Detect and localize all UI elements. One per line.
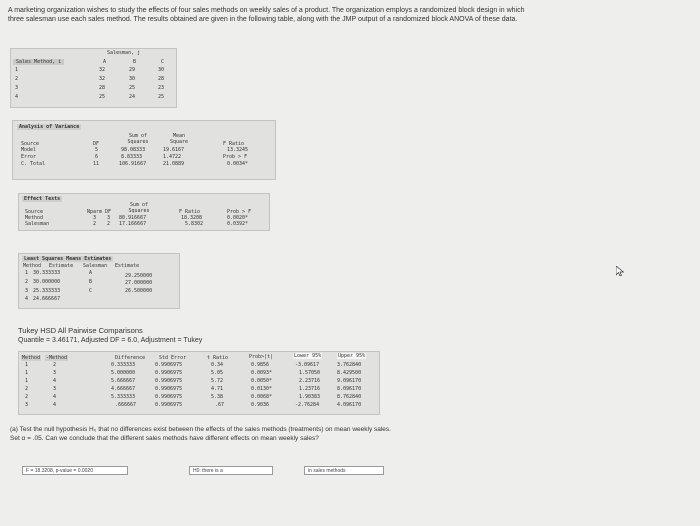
tukey-b: 4 — [53, 402, 57, 408]
lsm-method: 1 — [25, 270, 29, 276]
tukey-t: 4.71 — [211, 386, 224, 392]
tukey-b: 3 — [53, 386, 57, 392]
anova-source: Model — [21, 147, 37, 153]
effects-df: 3 — [107, 215, 111, 221]
tukey-p: 0.0068* — [251, 394, 273, 400]
lsm-salesman-est: 29.250000 — [125, 273, 153, 279]
cell-value: 32 — [99, 67, 106, 73]
tukey-t: 5.05 — [211, 370, 224, 376]
tukey-t: .67 — [215, 402, 225, 408]
answer-box-test-statistic[interactable]: F = 18.3208, p-value = 0.0020 — [22, 466, 128, 475]
lsm-method-est: 30.333333 — [33, 270, 61, 276]
anova-ss: 98.08333 — [121, 147, 146, 153]
tukey-heading — [18, 326, 202, 346]
tukey-header-upper: Upper 95% — [338, 353, 366, 359]
lsm-salesman: C — [89, 288, 93, 294]
cell-value: 32 — [99, 76, 106, 82]
method-header: Sales Method, i — [13, 59, 64, 65]
anova-header-ss: Sum of Squares — [127, 133, 149, 145]
tukey-se: 0.9906975 — [155, 378, 183, 384]
anova-f-ratio: 13.3245 — [227, 147, 249, 153]
tukey-lower: -2.76284 — [295, 402, 320, 408]
tukey-diff: 5.000000 — [111, 370, 136, 376]
effects-title: Effect Tests — [24, 196, 61, 202]
anova-header-ms: Mean Square — [169, 133, 189, 145]
effects-p: 0.0020* — [227, 215, 249, 221]
answer-box-conclusion[interactable]: in sales methods — [304, 466, 384, 475]
tukey-a: 2 — [25, 394, 29, 400]
lsm-salesman: A — [89, 270, 93, 276]
tukey-se: 0.9906975 — [155, 370, 183, 376]
anova-source: Error — [21, 154, 37, 160]
tukey-header-method: Method — [22, 355, 41, 361]
tukey-lower: 1.57050 — [299, 370, 321, 376]
tukey-title: Tukey HSD All Pairwise Comparisons — [18, 326, 143, 335]
lsm-method: 4 — [25, 296, 29, 302]
tukey-diff: 5.333333 — [111, 394, 136, 400]
lsm-header-salesman: Salesman — [83, 263, 108, 269]
anova-ss: 106.91667 — [119, 161, 147, 167]
tukey-a: 1 — [25, 370, 29, 376]
question-line-1: (a) Test the null hypothesis H₀ that no differences exist between the effects of the sales methods (treatments) on mean weekly sales. — [10, 426, 391, 433]
lsm-method-est: 25.333333 — [33, 288, 61, 294]
anova-header-df: DF — [93, 141, 100, 147]
effects-ss: 80.916667 — [119, 215, 147, 221]
effects-nparm: 3 — [93, 215, 97, 221]
effects-source: Salesman — [25, 221, 50, 227]
tukey-header-t: t Ratio — [207, 355, 229, 361]
tukey-lower: 1.23716 — [299, 386, 321, 392]
tukey-quantile: Quantile = 3.46171, Adjusted DF = 6.0, Adjustment = Tukey — [18, 337, 203, 344]
lsm-salesman: B — [89, 279, 93, 285]
tukey-panel — [18, 351, 380, 415]
lsm-method: 2 — [25, 279, 29, 285]
tukey-p: 0.0093* — [251, 370, 273, 376]
cell-value: 28 — [99, 85, 106, 91]
answer-box-hypothesis[interactable]: H0: there is a — [189, 466, 273, 475]
cell-value: 29 — [129, 67, 136, 73]
row-method: 4 — [15, 94, 19, 100]
tukey-a: 1 — [25, 362, 29, 368]
col-header-c: C — [161, 59, 165, 65]
ls-means-panel — [18, 253, 180, 309]
tukey-upper: 8.762840 — [337, 394, 362, 400]
tukey-a: 2 — [25, 386, 29, 392]
anova-ss: 8.83333 — [121, 154, 143, 160]
lsm-header-estimate: Estimate — [49, 263, 74, 269]
effects-header-ss: Sum of Squares — [128, 202, 150, 214]
cell-value: 25 — [158, 94, 165, 100]
effects-nparm: 2 — [93, 221, 97, 227]
effect-tests-panel — [18, 193, 270, 231]
tukey-header-difference: Difference — [115, 355, 146, 361]
tukey-t: 0.34 — [211, 362, 224, 368]
effects-source: Method — [25, 215, 44, 221]
data-table-panel — [10, 48, 177, 108]
col-header-a: A — [103, 59, 107, 65]
intro-text: A marketing organization wishes to study the effects of four sales methods on weekly sales of a product. The organization employs a randomized block design in which three salesman use each sales method. The results obtained are given in the following table, along with the JMP output of a randomized block ANOVA of these data. — [8, 7, 525, 23]
lsm-header-method: Method — [23, 263, 42, 269]
tukey-upper: 3.762840 — [337, 362, 362, 368]
tukey-a: 3 — [25, 402, 29, 408]
lsm-method-est: 24.666667 — [33, 296, 61, 302]
anova-panel — [12, 120, 276, 180]
anova-header-source: Source — [21, 141, 40, 147]
tukey-p: 0.0130* — [251, 386, 273, 392]
cell-value: 25 — [129, 85, 136, 91]
tukey-b: 2 — [53, 362, 57, 368]
effects-ss: 17.166667 — [119, 221, 147, 227]
salesman-header: Salesman, j — [107, 50, 141, 56]
tukey-lower: 1.90383 — [299, 394, 321, 400]
anova-df: 11 — [93, 161, 100, 167]
tukey-t: 5.38 — [211, 394, 224, 400]
cell-value: 30 — [129, 76, 136, 82]
tukey-header-stderr: Std Error — [159, 355, 187, 361]
tukey-se: 0.9906975 — [155, 402, 183, 408]
tukey-upper: 9.096170 — [337, 378, 362, 384]
tukey-diff: 0.333333 — [111, 362, 136, 368]
question-text — [10, 425, 550, 443]
tukey-p: 0.9856 — [251, 362, 270, 368]
tukey-header-p: Prob>|t| — [249, 354, 274, 360]
anova-df: 6 — [95, 154, 99, 160]
cell-value: 25 — [99, 94, 106, 100]
cell-value: 30 — [158, 67, 165, 73]
tukey-diff: 5.666667 — [111, 378, 136, 384]
row-method: 3 — [15, 85, 19, 91]
cell-value: 28 — [158, 76, 165, 82]
mouse-cursor-icon — [616, 266, 624, 276]
tukey-upper: 8.096170 — [337, 386, 362, 392]
anova-df: 5 — [95, 147, 99, 153]
col-header-b: B — [133, 59, 137, 65]
tukey-b: 4 — [53, 394, 57, 400]
lsm-salesman-est: 26.500000 — [125, 288, 153, 294]
tukey-header-minus-method: -Method — [46, 355, 68, 361]
anova-ms: 1.4722 — [163, 154, 182, 160]
cell-value: 23 — [158, 85, 165, 91]
tukey-p: 0.9036 — [251, 402, 270, 408]
tukey-lower: -3.09617 — [295, 362, 320, 368]
anova-title: Analysis of Variance — [19, 124, 80, 130]
effects-header-f: F Ratio — [179, 209, 201, 215]
anova-prob-value: 0.0034* — [227, 161, 249, 167]
anova-ms: 19.6167 — [163, 147, 185, 153]
tukey-p: 0.0050* — [251, 378, 273, 384]
lsm-header-estimate2: Estimate — [115, 263, 140, 269]
cell-value: 24 — [129, 94, 136, 100]
anova-header-f: F Ratio — [223, 141, 245, 147]
tukey-b: 4 — [53, 378, 57, 384]
anova-prob-label: Prob > F — [223, 154, 248, 160]
tukey-header-lower: Lower 95% — [294, 353, 322, 359]
tukey-upper: 4.096170 — [337, 402, 362, 408]
tukey-se: 0.9906975 — [155, 362, 183, 368]
lsm-salesman-est: 27.000000 — [125, 280, 153, 286]
tukey-t: 5.72 — [211, 378, 224, 384]
tukey-upper: 8.429500 — [337, 370, 362, 376]
lsm-method-est: 30.000000 — [33, 279, 61, 285]
effects-f: 5.8302 — [185, 221, 204, 227]
effects-header-df: DF — [105, 209, 112, 215]
tukey-diff: 4.666667 — [111, 386, 136, 392]
effects-header-p: Prob > F — [227, 209, 252, 215]
effects-df: 2 — [107, 221, 111, 227]
lsm-title: Least Squares Means Estimates — [24, 256, 112, 262]
tukey-se: 0.9906975 — [155, 386, 183, 392]
effects-header-nparm: Nparm — [87, 209, 103, 215]
lsm-method: 3 — [25, 288, 29, 294]
effects-p: 0.0392* — [227, 221, 249, 227]
anova-ms: 21.0889 — [163, 161, 185, 167]
row-method: 1 — [15, 67, 19, 73]
tukey-lower: 2.23716 — [299, 378, 321, 384]
row-method: 2 — [15, 76, 19, 82]
tukey-diff: .666667 — [115, 402, 137, 408]
tukey-a: 1 — [25, 378, 29, 384]
effects-f: 18.3208 — [181, 215, 203, 221]
anova-source: C. Total — [21, 161, 46, 167]
tukey-se: 0.9906975 — [155, 394, 183, 400]
effects-header-source: Source — [25, 209, 44, 215]
question-line-2: Set α = .05. Can we conclude that the different sales methods have different effects on mean weekly sales? — [10, 435, 319, 442]
tukey-b: 3 — [53, 370, 57, 376]
